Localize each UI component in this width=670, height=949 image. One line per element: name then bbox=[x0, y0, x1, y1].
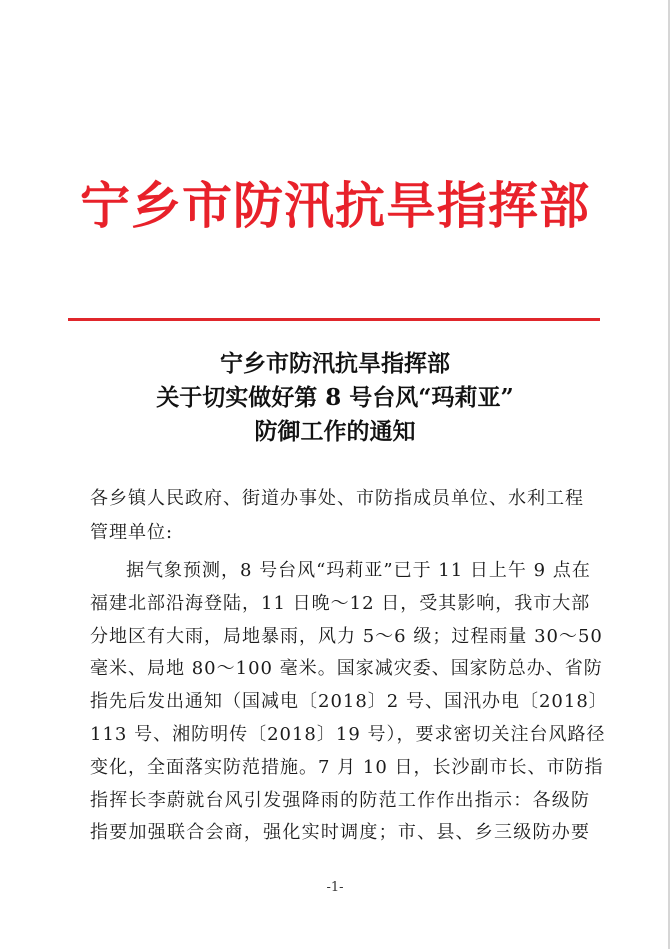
title-line-1: 宁乡市防汛抗旱指挥部 bbox=[220, 350, 450, 377]
title-line-3: 防御工作的通知 bbox=[254, 418, 416, 445]
body-line: 分地区有大雨，局地暴雨，风力 5～6 级；过程雨量 30～50 bbox=[90, 625, 603, 647]
body-line: 指要加强联合会商，强化实时调度；市、县、乡三级防办要 bbox=[90, 822, 590, 844]
body-line: 113 号、湘防明传〔2018〕19 号），要求密切关注台风路径 bbox=[90, 723, 606, 745]
body-line: 指先后发出通知（国减电〔2018〕2 号、国汛办电〔2018〕 bbox=[90, 691, 608, 713]
page-number: -1- bbox=[326, 880, 344, 895]
red-divider-rule bbox=[68, 318, 600, 321]
body-line: 据气象预测，8 号台风“玛莉亚”已于 11 日上午 9 点在 bbox=[126, 560, 591, 581]
body-line: 福建北部沿海登陆，11 日晚～12 日，受其影响，我市大部 bbox=[90, 592, 591, 614]
body-line: 指挥长李蔚就台风引发强降雨的防范工作作出指示：各级防 bbox=[90, 789, 590, 811]
title-line-2: 关于切实做好第 8 号台风“玛莉亚” bbox=[156, 384, 514, 411]
body-line: 毫米、局地 80～100 毫米。国家减灾委、国家防总办、省防 bbox=[90, 658, 603, 680]
salutation bbox=[90, 482, 590, 550]
body-paragraph bbox=[90, 555, 608, 850]
body-line: 变化，全面落实防范措施。7 月 10 日，长沙副市长、市防指 bbox=[90, 756, 604, 778]
org-header: 宁乡市防汛抗旱指挥部 bbox=[80, 177, 590, 235]
salutation-line-2: 管理单位: bbox=[90, 522, 174, 543]
document-title bbox=[0, 347, 670, 449]
salutation-line-1: 各乡镇人民政府、街道办事处、市防指成员单位、水利工程 bbox=[90, 488, 584, 509]
